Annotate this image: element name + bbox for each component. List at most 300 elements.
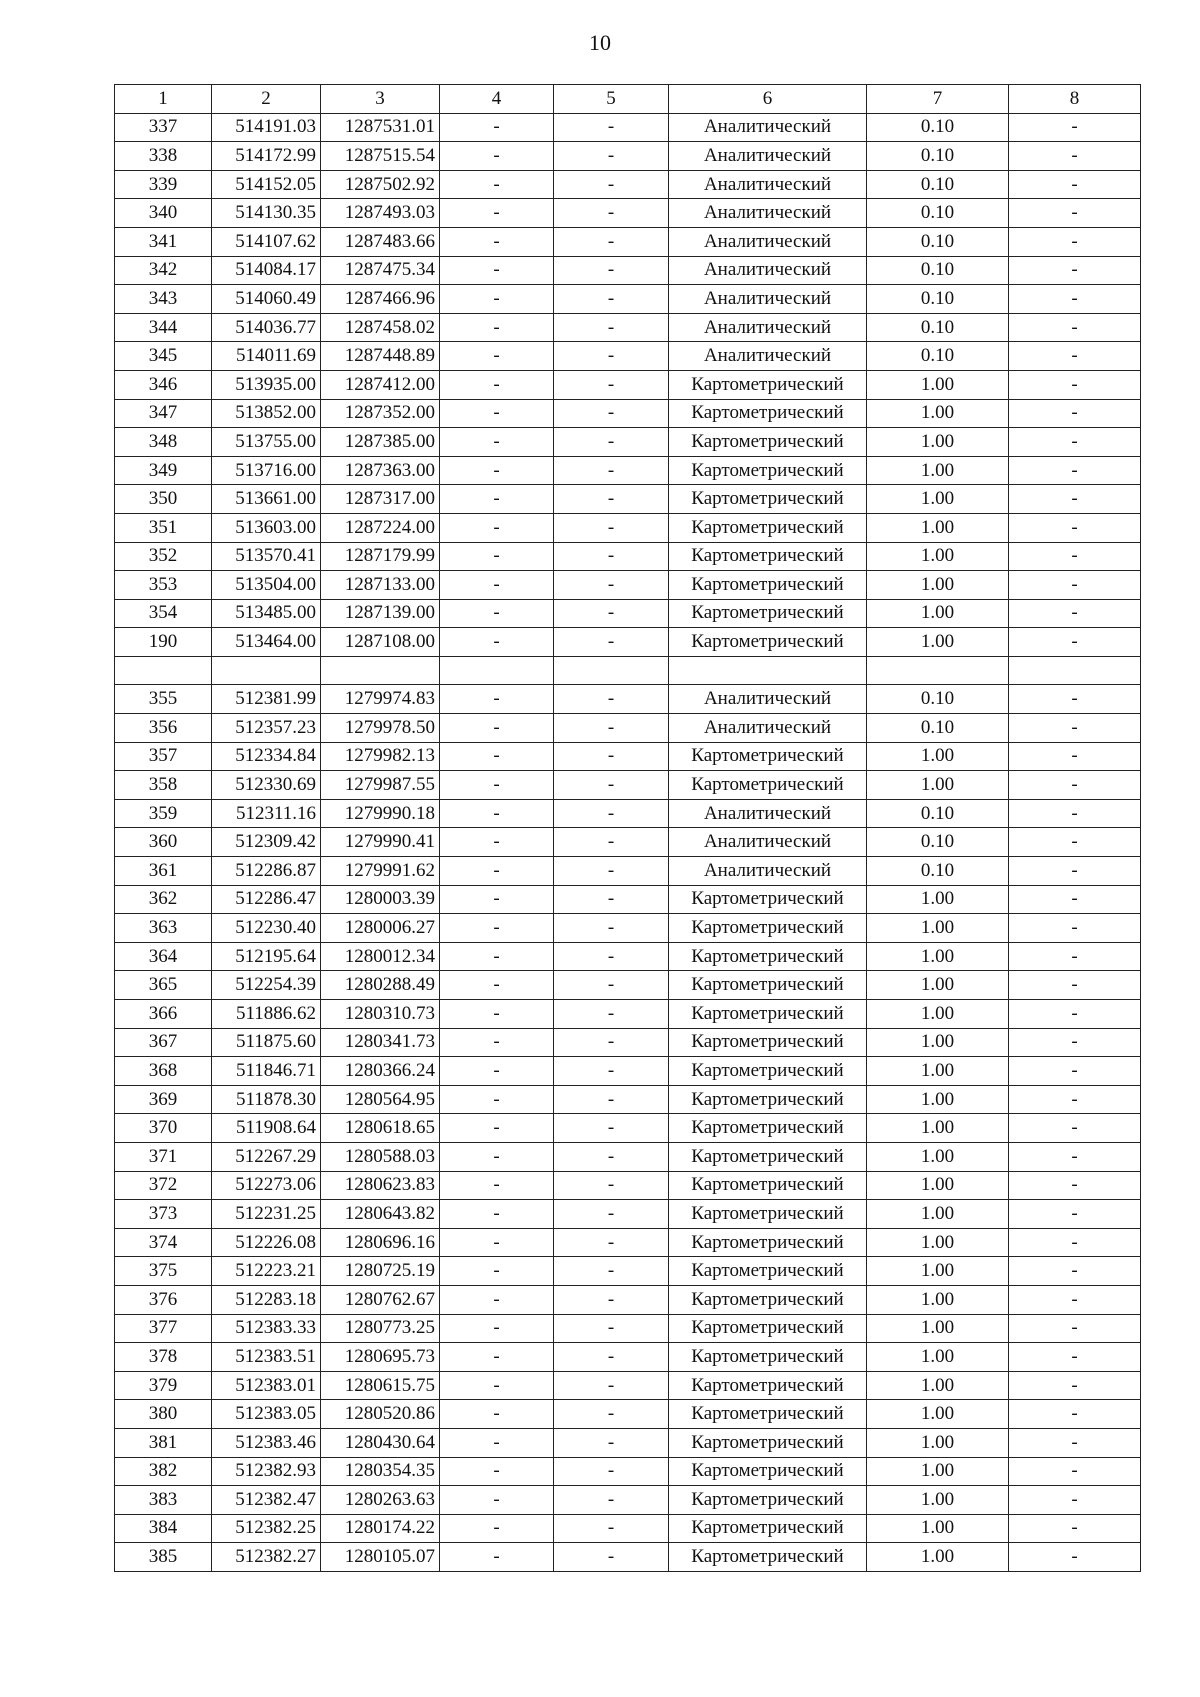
point-number-cell: 337 — [115, 113, 212, 142]
table-row — [115, 256, 1141, 285]
col5-cell: - — [554, 685, 669, 714]
x-coordinate-cell: 513852.00 — [212, 399, 321, 428]
x-coordinate-cell: 512286.47 — [212, 885, 321, 914]
col5-cell: - — [554, 771, 669, 800]
col8-cell: - — [1009, 1000, 1141, 1029]
col4-cell: - — [440, 914, 554, 943]
accuracy-cell: 1.00 — [867, 1142, 1009, 1171]
table-row — [115, 285, 1141, 314]
accuracy-cell: 1.00 — [867, 599, 1009, 628]
method-cell: Аналитический — [669, 313, 867, 342]
accuracy-cell: 1.00 — [867, 456, 1009, 485]
x-coordinate-cell: 514107.62 — [212, 227, 321, 256]
col4-cell: - — [440, 485, 554, 514]
accuracy-cell: 1.00 — [867, 513, 1009, 542]
table-row — [115, 1371, 1141, 1400]
col8-cell: - — [1009, 828, 1141, 857]
table-row — [115, 1257, 1141, 1286]
x-coordinate-cell: 512357.23 — [212, 714, 321, 743]
col5-cell: - — [554, 1057, 669, 1086]
accuracy-cell: 1.00 — [867, 1543, 1009, 1572]
table-row — [115, 1171, 1141, 1200]
col8-cell: - — [1009, 857, 1141, 886]
table-row — [115, 942, 1141, 971]
table-row — [115, 399, 1141, 428]
accuracy-cell: 1.00 — [867, 1371, 1009, 1400]
col4-cell: - — [440, 1171, 554, 1200]
x-coordinate-cell: 512309.42 — [212, 828, 321, 857]
x-coordinate-cell: 513603.00 — [212, 513, 321, 542]
table-row — [115, 971, 1141, 1000]
method-cell: Картометрический — [669, 1257, 867, 1286]
col8-cell: - — [1009, 599, 1141, 628]
col8-cell: - — [1009, 256, 1141, 285]
col4-cell: - — [440, 1400, 554, 1429]
x-coordinate-cell: 512334.84 — [212, 742, 321, 771]
method-cell: Аналитический — [669, 828, 867, 857]
col8-cell: - — [1009, 285, 1141, 314]
point-number-cell: 360 — [115, 828, 212, 857]
accuracy-cell: 0.10 — [867, 113, 1009, 142]
table-row — [115, 370, 1141, 399]
x-coordinate-cell: 512273.06 — [212, 1171, 321, 1200]
col4-cell: - — [440, 714, 554, 743]
table-row — [115, 771, 1141, 800]
accuracy-cell: 0.10 — [867, 256, 1009, 285]
table-row — [115, 742, 1141, 771]
y-coordinate-cell: 1287515.54 — [321, 142, 440, 171]
point-number-cell: 378 — [115, 1343, 212, 1372]
point-number-cell: 381 — [115, 1428, 212, 1457]
point-number-cell: 382 — [115, 1457, 212, 1486]
method-cell: Аналитический — [669, 799, 867, 828]
y-coordinate-cell: 1280006.27 — [321, 914, 440, 943]
coordinates-table — [114, 84, 1141, 1572]
col4-cell: - — [440, 742, 554, 771]
y-coordinate-cell: 1287493.03 — [321, 199, 440, 228]
col8-cell: - — [1009, 799, 1141, 828]
method-cell: Картометрический — [669, 1285, 867, 1314]
accuracy-cell: 0.10 — [867, 799, 1009, 828]
col8-cell: - — [1009, 1486, 1141, 1515]
col5-cell: - — [554, 942, 669, 971]
x-coordinate-cell: 511878.30 — [212, 1085, 321, 1114]
col8-cell: - — [1009, 771, 1141, 800]
col5-cell: - — [554, 1000, 669, 1029]
point-number-cell: 364 — [115, 942, 212, 971]
col4-cell: - — [440, 113, 554, 142]
method-cell: Картометрический — [669, 1000, 867, 1029]
col4-cell: - — [440, 1343, 554, 1372]
accuracy-cell: 1.00 — [867, 1343, 1009, 1372]
col8-cell: - — [1009, 1428, 1141, 1457]
col5-cell: - — [554, 1428, 669, 1457]
point-number-cell: 342 — [115, 256, 212, 285]
col5-cell: - — [554, 1171, 669, 1200]
method-cell: Картометрический — [669, 1543, 867, 1572]
point-number-cell: 366 — [115, 1000, 212, 1029]
y-coordinate-cell: 1280520.86 — [321, 1400, 440, 1429]
method-cell: Картометрический — [669, 370, 867, 399]
y-coordinate-cell: 1287385.00 — [321, 428, 440, 457]
table-row — [115, 227, 1141, 256]
x-coordinate-cell: 514191.03 — [212, 113, 321, 142]
point-number-cell: 354 — [115, 599, 212, 628]
accuracy-cell: 1.00 — [867, 1514, 1009, 1543]
accuracy-cell: 1.00 — [867, 1114, 1009, 1143]
x-coordinate-cell: 511908.64 — [212, 1114, 321, 1143]
method-cell: Аналитический — [669, 714, 867, 743]
point-number-cell: 345 — [115, 342, 212, 371]
col5-cell — [554, 656, 669, 685]
x-coordinate-cell: 512383.05 — [212, 1400, 321, 1429]
col4-cell: - — [440, 313, 554, 342]
table-row — [115, 1200, 1141, 1229]
method-cell: Картометрический — [669, 1371, 867, 1400]
method-cell: Картометрический — [669, 542, 867, 571]
col5-cell: - — [554, 113, 669, 142]
col4-cell: - — [440, 1028, 554, 1057]
point-number-cell: 363 — [115, 914, 212, 943]
col5-cell: - — [554, 1543, 669, 1572]
col8-cell: - — [1009, 1171, 1141, 1200]
col8-cell: - — [1009, 313, 1141, 342]
method-cell: Картометрический — [669, 1400, 867, 1429]
col5-cell: - — [554, 170, 669, 199]
x-coordinate-cell: 512383.01 — [212, 1371, 321, 1400]
table-row — [115, 113, 1141, 142]
col8-cell: - — [1009, 1314, 1141, 1343]
col4-cell — [440, 656, 554, 685]
col5-cell: - — [554, 285, 669, 314]
method-cell: Картометрический — [669, 971, 867, 1000]
method-cell: Картометрический — [669, 885, 867, 914]
col5-cell: - — [554, 1257, 669, 1286]
y-coordinate-cell: 1287475.34 — [321, 256, 440, 285]
table-row — [115, 1085, 1141, 1114]
col5-cell: - — [554, 1085, 669, 1114]
col8-cell: - — [1009, 1514, 1141, 1543]
col4-cell: - — [440, 428, 554, 457]
accuracy-cell: 1.00 — [867, 1457, 1009, 1486]
header-cell-6: 6 — [669, 85, 867, 114]
col8-cell: - — [1009, 1085, 1141, 1114]
y-coordinate-cell: 1280012.34 — [321, 942, 440, 971]
table-row — [115, 885, 1141, 914]
method-cell: Картометрический — [669, 1343, 867, 1372]
x-coordinate-cell: 511846.71 — [212, 1057, 321, 1086]
point-number-cell: 340 — [115, 199, 212, 228]
col4-cell: - — [440, 1085, 554, 1114]
col8-cell: - — [1009, 456, 1141, 485]
x-coordinate-cell: 513661.00 — [212, 485, 321, 514]
table-row — [115, 1114, 1141, 1143]
col5-cell: - — [554, 599, 669, 628]
col5-cell: - — [554, 428, 669, 457]
x-coordinate-cell: 514084.17 — [212, 256, 321, 285]
y-coordinate-cell: 1280615.75 — [321, 1371, 440, 1400]
y-coordinate-cell: 1279974.83 — [321, 685, 440, 714]
x-coordinate-cell: 513464.00 — [212, 628, 321, 657]
col4-cell: - — [440, 799, 554, 828]
col8-cell — [1009, 656, 1141, 685]
x-coordinate-cell: 512382.93 — [212, 1457, 321, 1486]
method-cell: Аналитический — [669, 199, 867, 228]
col8-cell: - — [1009, 942, 1141, 971]
accuracy-cell: 1.00 — [867, 1257, 1009, 1286]
col5-cell: - — [554, 742, 669, 771]
x-coordinate-cell: 512226.08 — [212, 1228, 321, 1257]
col5-cell: - — [554, 1514, 669, 1543]
method-cell: Картометрический — [669, 1428, 867, 1457]
point-number-cell: 339 — [115, 170, 212, 199]
point-number-cell: 380 — [115, 1400, 212, 1429]
x-coordinate-cell: 511875.60 — [212, 1028, 321, 1057]
col5-cell: - — [554, 313, 669, 342]
method-cell: Картометрический — [669, 513, 867, 542]
accuracy-cell: 1.00 — [867, 971, 1009, 1000]
point-number-cell: 349 — [115, 456, 212, 485]
col5-cell: - — [554, 542, 669, 571]
col8-cell: - — [1009, 1228, 1141, 1257]
col5-cell: - — [554, 370, 669, 399]
table-row — [115, 599, 1141, 628]
y-coordinate-cell: 1280695.73 — [321, 1343, 440, 1372]
col5-cell: - — [554, 1228, 669, 1257]
col4-cell: - — [440, 828, 554, 857]
col4-cell: - — [440, 370, 554, 399]
col5-cell: - — [554, 1314, 669, 1343]
col4-cell: - — [440, 1228, 554, 1257]
col8-cell: - — [1009, 1057, 1141, 1086]
method-cell — [669, 656, 867, 685]
y-coordinate-cell: 1280310.73 — [321, 1000, 440, 1029]
point-number-cell: 359 — [115, 799, 212, 828]
accuracy-cell: 1.00 — [867, 771, 1009, 800]
header-cell-1: 1 — [115, 85, 212, 114]
col4-cell: - — [440, 227, 554, 256]
accuracy-cell: 1.00 — [867, 571, 1009, 600]
x-coordinate-cell: 513485.00 — [212, 599, 321, 628]
col4-cell: - — [440, 1142, 554, 1171]
method-cell: Картометрический — [669, 1514, 867, 1543]
col8-cell: - — [1009, 227, 1141, 256]
method-cell: Картометрический — [669, 1457, 867, 1486]
y-coordinate-cell: 1280762.67 — [321, 1285, 440, 1314]
y-coordinate-cell: 1279982.13 — [321, 742, 440, 771]
col8-cell: - — [1009, 1142, 1141, 1171]
accuracy-cell: 1.00 — [867, 1171, 1009, 1200]
point-number-cell — [115, 656, 212, 685]
table-row — [115, 513, 1141, 542]
col5-cell: - — [554, 1343, 669, 1372]
y-coordinate-cell: 1287108.00 — [321, 628, 440, 657]
y-coordinate-cell: 1280263.63 — [321, 1486, 440, 1515]
col8-cell: - — [1009, 571, 1141, 600]
point-number-cell: 353 — [115, 571, 212, 600]
table-row — [115, 542, 1141, 571]
col4-cell: - — [440, 599, 554, 628]
col5-cell: - — [554, 885, 669, 914]
point-number-cell: 351 — [115, 513, 212, 542]
col5-cell: - — [554, 714, 669, 743]
method-cell: Картометрический — [669, 942, 867, 971]
col4-cell: - — [440, 285, 554, 314]
col4-cell: - — [440, 142, 554, 171]
y-coordinate-cell: 1287483.66 — [321, 227, 440, 256]
header-row — [115, 85, 1141, 114]
col5-cell: - — [554, 1114, 669, 1143]
col5-cell: - — [554, 142, 669, 171]
col4-cell: - — [440, 1200, 554, 1229]
header-cell-5: 5 — [554, 85, 669, 114]
table-row — [115, 799, 1141, 828]
table-row — [115, 656, 1141, 685]
col8-cell: - — [1009, 914, 1141, 943]
accuracy-cell: 0.10 — [867, 285, 1009, 314]
y-coordinate-cell: 1279990.41 — [321, 828, 440, 857]
col8-cell: - — [1009, 1400, 1141, 1429]
col5-cell: - — [554, 914, 669, 943]
point-number-cell: 348 — [115, 428, 212, 457]
col8-cell: - — [1009, 1343, 1141, 1372]
method-cell: Картометрический — [669, 1114, 867, 1143]
y-coordinate-cell: 1279991.62 — [321, 857, 440, 886]
method-cell: Картометрический — [669, 456, 867, 485]
col4-cell: - — [440, 771, 554, 800]
col5-cell: - — [554, 1371, 669, 1400]
x-coordinate-cell: 512223.21 — [212, 1257, 321, 1286]
table-row — [115, 142, 1141, 171]
col5-cell: - — [554, 857, 669, 886]
y-coordinate-cell: 1280354.35 — [321, 1457, 440, 1486]
table-row — [115, 1028, 1141, 1057]
col4-cell: - — [440, 542, 554, 571]
accuracy-cell: 1.00 — [867, 942, 1009, 971]
y-coordinate-cell: 1279978.50 — [321, 714, 440, 743]
col5-cell: - — [554, 227, 669, 256]
point-number-cell: 369 — [115, 1085, 212, 1114]
col8-cell: - — [1009, 485, 1141, 514]
table-row — [115, 628, 1141, 657]
col8-cell: - — [1009, 113, 1141, 142]
table-row — [115, 1543, 1141, 1572]
method-cell: Картометрический — [669, 485, 867, 514]
table-row — [115, 1285, 1141, 1314]
x-coordinate-cell: 512254.39 — [212, 971, 321, 1000]
col8-cell: - — [1009, 542, 1141, 571]
method-cell: Картометрический — [669, 571, 867, 600]
col4-cell: - — [440, 199, 554, 228]
col4-cell: - — [440, 857, 554, 886]
accuracy-cell: 1.00 — [867, 885, 1009, 914]
y-coordinate-cell: 1280564.95 — [321, 1085, 440, 1114]
col8-cell: - — [1009, 685, 1141, 714]
point-number-cell: 190 — [115, 628, 212, 657]
col5-cell: - — [554, 971, 669, 1000]
col8-cell: - — [1009, 370, 1141, 399]
col5-cell: - — [554, 1400, 669, 1429]
point-number-cell: 357 — [115, 742, 212, 771]
method-cell: Аналитический — [669, 857, 867, 886]
x-coordinate-cell: 514172.99 — [212, 142, 321, 171]
point-number-cell: 338 — [115, 142, 212, 171]
table-row — [115, 685, 1141, 714]
point-number-cell: 384 — [115, 1514, 212, 1543]
y-coordinate-cell: 1279990.18 — [321, 799, 440, 828]
point-number-cell: 344 — [115, 313, 212, 342]
accuracy-cell: 0.10 — [867, 685, 1009, 714]
y-coordinate-cell — [321, 656, 440, 685]
y-coordinate-cell: 1279987.55 — [321, 771, 440, 800]
col8-cell: - — [1009, 1028, 1141, 1057]
y-coordinate-cell: 1280725.19 — [321, 1257, 440, 1286]
table-row — [115, 714, 1141, 743]
table-row — [115, 1000, 1141, 1029]
method-cell: Аналитический — [669, 256, 867, 285]
y-coordinate-cell: 1280430.64 — [321, 1428, 440, 1457]
x-coordinate-cell: 512382.25 — [212, 1514, 321, 1543]
point-number-cell: 370 — [115, 1114, 212, 1143]
col4-cell: - — [440, 1000, 554, 1029]
y-coordinate-cell: 1287224.00 — [321, 513, 440, 542]
col4-cell: - — [440, 1285, 554, 1314]
method-cell: Картометрический — [669, 628, 867, 657]
col8-cell: - — [1009, 428, 1141, 457]
method-cell: Аналитический — [669, 227, 867, 256]
col4-cell: - — [440, 942, 554, 971]
method-cell: Аналитический — [669, 285, 867, 314]
point-number-cell: 343 — [115, 285, 212, 314]
y-coordinate-cell: 1287133.00 — [321, 571, 440, 600]
x-coordinate-cell: 514152.05 — [212, 170, 321, 199]
point-number-cell: 379 — [115, 1371, 212, 1400]
col8-cell: - — [1009, 714, 1141, 743]
table-row — [115, 1343, 1141, 1372]
table-row — [115, 1314, 1141, 1343]
x-coordinate-cell: 512383.51 — [212, 1343, 321, 1372]
y-coordinate-cell: 1280588.03 — [321, 1142, 440, 1171]
accuracy-cell: 1.00 — [867, 485, 1009, 514]
x-coordinate-cell: 513716.00 — [212, 456, 321, 485]
table-row — [115, 1486, 1141, 1515]
x-coordinate-cell: 513935.00 — [212, 370, 321, 399]
table-row — [115, 1514, 1141, 1543]
x-coordinate-cell: 512381.99 — [212, 685, 321, 714]
x-coordinate-cell: 513755.00 — [212, 428, 321, 457]
table-row — [115, 1428, 1141, 1457]
x-coordinate-cell: 513504.00 — [212, 571, 321, 600]
col5-cell: - — [554, 571, 669, 600]
accuracy-cell: 1.00 — [867, 914, 1009, 943]
point-number-cell: 362 — [115, 885, 212, 914]
col5-cell: - — [554, 256, 669, 285]
col8-cell: - — [1009, 1114, 1141, 1143]
method-cell: Картометрический — [669, 428, 867, 457]
y-coordinate-cell: 1287139.00 — [321, 599, 440, 628]
accuracy-cell: 1.00 — [867, 1057, 1009, 1086]
col8-cell: - — [1009, 199, 1141, 228]
method-cell: Аналитический — [669, 342, 867, 371]
table-row — [115, 1400, 1141, 1429]
table-row — [115, 1057, 1141, 1086]
point-number-cell: 365 — [115, 971, 212, 1000]
accuracy-cell: 1.00 — [867, 1000, 1009, 1029]
x-coordinate-cell: 512283.18 — [212, 1285, 321, 1314]
col4-cell: - — [440, 399, 554, 428]
y-coordinate-cell: 1287179.99 — [321, 542, 440, 571]
y-coordinate-cell: 1287502.92 — [321, 170, 440, 199]
